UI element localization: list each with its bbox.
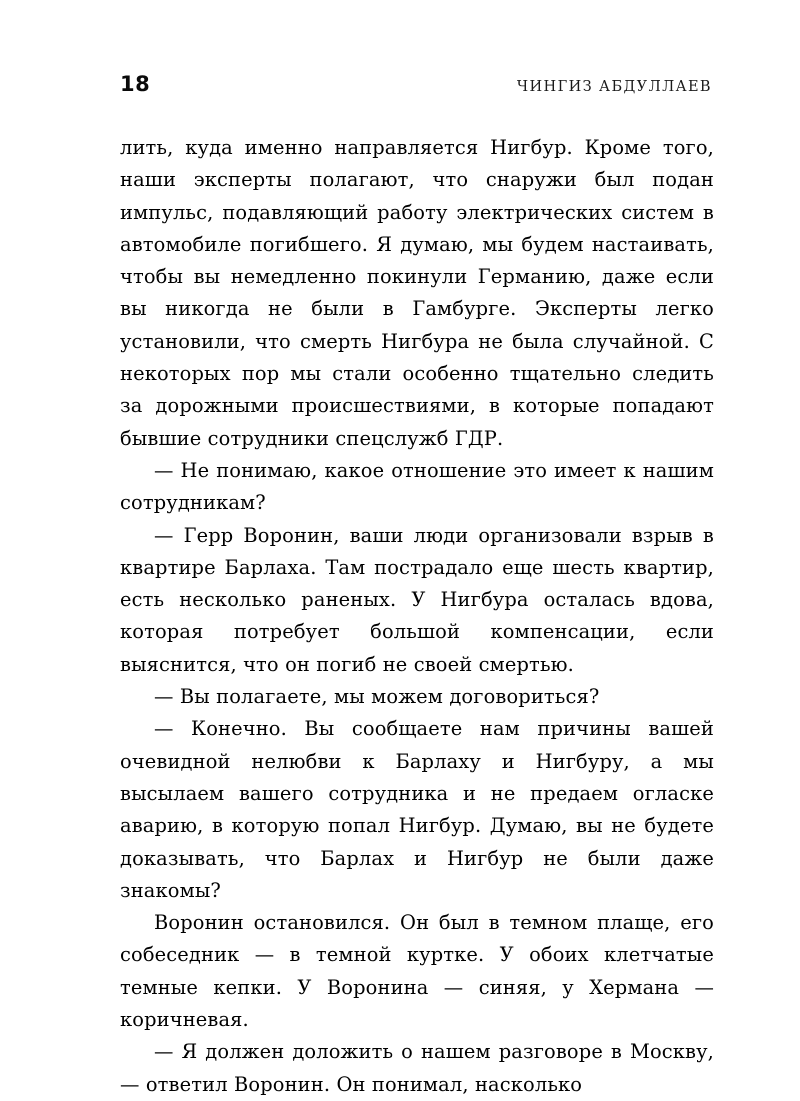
paragraph: — Не понимаю, какое отношение это имеет к нашим сотрудникам? bbox=[120, 458, 714, 515]
running-head-author: ЧИНГИЗ АБДУЛЛАЕВ bbox=[516, 79, 712, 95]
paragraph: — Герр Воронин, ваши люди организовали взрыв в квартире Барлаха. Там пострадало еще шесть квартир, есть несколько раненых. У Нигбура осталась вдова, которая потребует большой компенсации, если выяснится, что он погиб не своей смертью. bbox=[120, 523, 714, 676]
paragraph: Воронин остановился. Он был в темном плаще, его собеседник — в темной куртке. У обоих клетчатые темные кепки. У Воронина — синяя, у Хермана — коричневая. bbox=[120, 911, 714, 1032]
paragraph: — Вы полагаете, мы можем договориться? bbox=[154, 685, 600, 709]
paragraph: лить, куда именно направляется Нигбур. Кроме того, наши эксперты полагают, что снаружи был подан импульс, подавляющий работу электрических систем в автомобиле погибшего. Я думаю, мы будем настаивать, чтобы вы немедленно покинули Германию, даже если вы никогда не были в Гамбурге. Эксперты легко установили, что смерть Нигбура не была случайной. С некоторых пор мы стали особенно тщательно следить за дорожными происшествиями, в которые попадают бывшие сотрудники спецслужб ГДР. bbox=[120, 136, 714, 450]
body-text-column bbox=[120, 132, 714, 1101]
page-header bbox=[120, 72, 712, 96]
page-number: 18 bbox=[120, 72, 151, 96]
paragraph: — Я должен доложить о нашем разговоре в Москву, — ответил Воронин. Он понимал, насколько bbox=[120, 1040, 714, 1096]
paragraph: — Конечно. Вы сообщаете нам причины вашей очевидной нелюбви к Барлаху и Нигбуру, а мы высылаем вашего сотрудника и не предаем огласке аварию, в которую попал Нигбур. Думаю, вы не будете доказывать, что Барлах и Нигбур не были даже знакомы? bbox=[120, 717, 714, 902]
